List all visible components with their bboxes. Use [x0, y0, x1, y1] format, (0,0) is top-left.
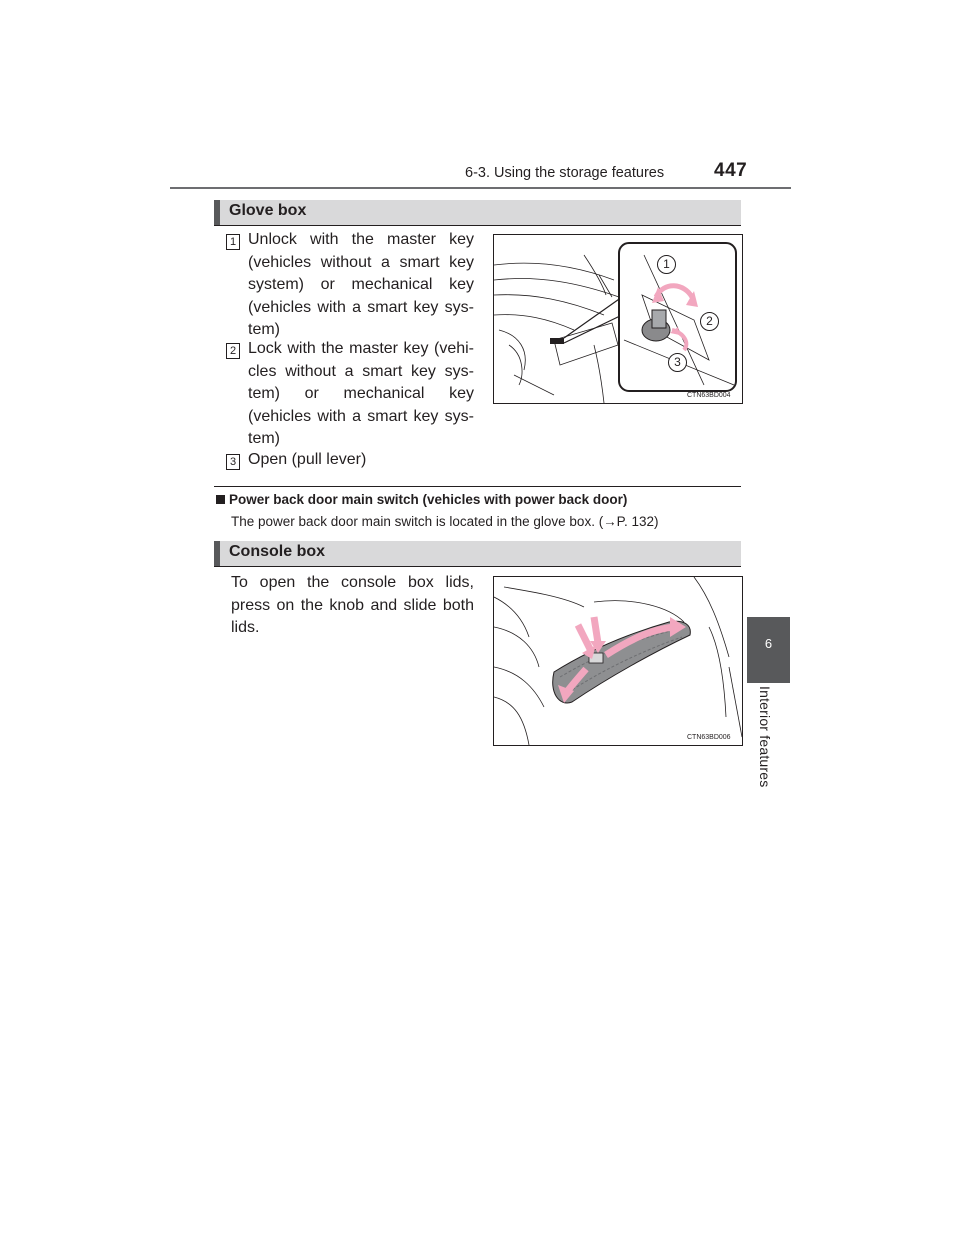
glove-box-title: Glove box — [229, 202, 307, 219]
chapter-tab-label: Interior features — [757, 686, 773, 788]
step-1-line: (vehicles with a smart key sys- — [248, 298, 474, 316]
section-accent — [214, 200, 220, 225]
step-3-line: Open (pull lever) — [248, 451, 367, 468]
figure-code: CTN63BD004 — [687, 392, 731, 399]
callout-1: 1 — [657, 255, 676, 274]
section-underline — [214, 225, 741, 226]
step-2-text — [248, 338, 474, 451]
glove-box-section-bar — [214, 200, 741, 225]
console-box-line: press on the knob and slide both — [231, 596, 474, 614]
power-back-door-body: The power back door main switch is located in the glove box. (→P. 132) — [231, 514, 659, 529]
console-box-illustration — [493, 576, 743, 746]
section-underline — [214, 566, 741, 567]
power-back-door-heading — [216, 492, 627, 507]
console-box-drawing — [494, 577, 742, 745]
section-accent — [214, 541, 220, 566]
step-number-2: 2 — [226, 343, 240, 359]
step-1-line: tem) — [248, 321, 280, 338]
glove-box-illustration — [493, 234, 743, 404]
step-2-line: tem) — [248, 430, 280, 447]
step-2-line: Lock with the master key (vehi- — [248, 340, 474, 357]
console-box-section-bar — [214, 541, 741, 566]
step-number-1: 1 — [226, 234, 240, 250]
step-number-3: 3 — [226, 454, 240, 470]
step-1-line: Unlock with the master key — [248, 231, 474, 248]
step-2-line: (vehicles with a smart key sys- — [248, 407, 474, 425]
subsection-divider — [214, 486, 741, 487]
step-2-line: cles without a smart key sys- — [248, 362, 474, 380]
console-box-title: Console box — [229, 543, 326, 560]
step-1-line: (vehicles without a smart key — [248, 253, 474, 271]
power-back-door-heading-text: Power back door main switch (vehicles with power back door) — [229, 492, 628, 507]
console-box-text — [231, 572, 474, 640]
step-3-text — [248, 449, 474, 472]
bullet-square-icon — [216, 495, 225, 504]
page-number: 447 — [714, 160, 748, 181]
callout-2: 2 — [700, 312, 719, 331]
step-1-line: system) or mechanical key — [248, 276, 474, 293]
callout-3: 3 — [668, 353, 687, 372]
step-1-text — [248, 229, 474, 342]
header-divider — [170, 187, 791, 189]
header-section-title: 6-3. Using the storage features — [465, 165, 665, 181]
console-box-line: To open the console box lids, — [231, 574, 474, 591]
console-box-line: lids. — [231, 619, 260, 636]
figure-code: CTN63BD006 — [687, 734, 731, 741]
step-2-line: tem) or mechanical key — [248, 385, 474, 402]
chapter-tab-number: 6 — [764, 636, 773, 651]
